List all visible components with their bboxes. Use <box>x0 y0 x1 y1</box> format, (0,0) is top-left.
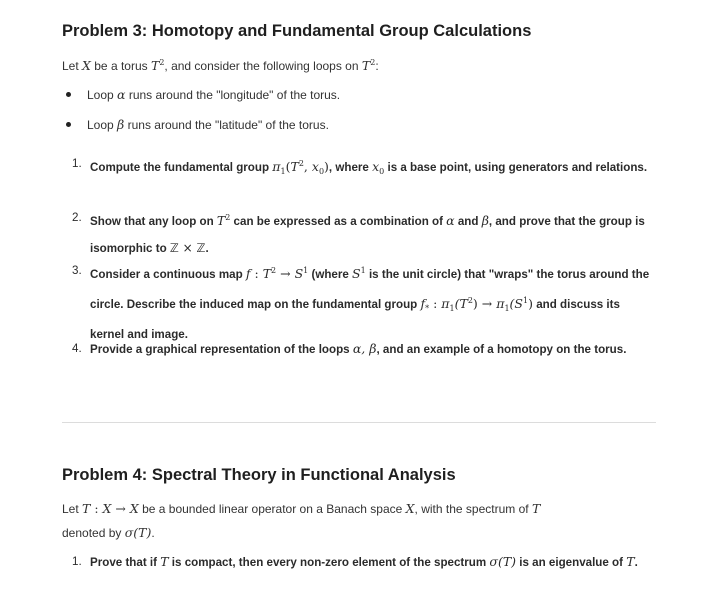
math-x: x <box>372 158 380 174</box>
intro-text: be a bounded linear operator on a Banach space <box>138 502 406 516</box>
math-alpha: α <box>446 212 455 228</box>
math-sub: 0 <box>379 167 385 177</box>
problem-3-intro <box>62 50 379 79</box>
math-arrow: → <box>477 295 497 311</box>
intro-text: denoted by <box>62 526 125 540</box>
math-f: f <box>245 265 251 281</box>
bullet-item <box>66 112 329 138</box>
math-t: T <box>290 158 299 174</box>
intro-text: : <box>375 59 379 73</box>
math-pi: π <box>496 295 505 311</box>
item-text-part: Provide a graphical representation of the loops <box>90 343 353 356</box>
item-text <box>90 151 657 185</box>
item-number: 2. <box>72 211 82 224</box>
item-text-part: , and prove that the group is isomorphic to <box>90 214 645 255</box>
bullet-text: runs around the "latitude" of the torus. <box>124 118 329 132</box>
item-text-part: Consider a continuous map <box>90 267 246 281</box>
item-text-part: is an eigenvalue of <box>516 556 627 569</box>
math-colon: : <box>90 501 103 516</box>
math-beta: β <box>117 117 125 132</box>
math-comma: , <box>303 158 312 174</box>
item-text-part: Prove that if <box>90 556 161 569</box>
math-t: T <box>160 554 169 569</box>
math-x: X <box>405 501 415 516</box>
math-paren: ) <box>528 295 533 311</box>
problem-4-intro-line-1 <box>62 496 540 522</box>
math-arrow: → <box>276 265 295 281</box>
section-divider <box>62 422 656 423</box>
math-alpha: α <box>117 87 126 102</box>
math-sup: 2 <box>225 213 231 222</box>
math-f: f <box>420 295 426 311</box>
problem-4-title: Problem 4: Spectral Theory in Functional Analysis <box>62 466 456 484</box>
item-text <box>90 549 657 576</box>
intro-text: Let <box>62 59 83 73</box>
math-sup: 1 <box>523 295 529 305</box>
math-s: (S <box>509 295 523 311</box>
item-number: 3. <box>72 264 82 277</box>
intro-text: Let <box>62 502 83 516</box>
item-text-part: , and an example of a homotopy on the torus. <box>376 343 627 356</box>
intro-text: . <box>151 526 155 540</box>
list-item <box>72 549 657 576</box>
math-sub: 1 <box>504 304 510 314</box>
item-text <box>90 336 657 363</box>
math-sub: 0 <box>318 167 325 177</box>
math-paren: ( <box>285 158 291 174</box>
bullet-text: Loop <box>87 118 118 132</box>
item-text-part: Compute the fundamental group <box>90 160 273 174</box>
item-text <box>90 258 657 348</box>
math-alpha-beta: α, β <box>352 341 377 356</box>
math-colon: : <box>429 295 442 311</box>
item-text-part: can be expressed as a combination of <box>230 214 447 228</box>
item-number: 4. <box>72 342 82 355</box>
intro-text: , with the spectrum of <box>414 502 532 516</box>
math-sub: 1 <box>280 167 286 177</box>
bullet-item <box>66 82 340 108</box>
math-t: T <box>361 58 371 73</box>
list-item <box>72 205 657 262</box>
math-t: T <box>150 58 160 73</box>
item-text-part: and <box>454 214 482 228</box>
item-text-part: and discuss its kernel and image. <box>90 297 620 342</box>
math-pi: π <box>441 295 450 311</box>
bullet-text: runs around the "longitude" of the torus. <box>125 88 341 102</box>
math-sup: 1 <box>303 266 309 275</box>
math-sigma: σ(T) <box>124 525 152 540</box>
item-number: 1. <box>72 555 82 568</box>
math-t: (T <box>454 295 468 311</box>
math-sup: 2 <box>298 159 304 168</box>
item-text-part: Show that any loop on <box>90 214 217 228</box>
math-x: X <box>82 58 91 73</box>
math-sup: 1 <box>360 266 366 275</box>
math-sigma: σ(T) <box>489 554 517 569</box>
item-text-part: . <box>634 556 638 569</box>
math-t: T <box>626 554 635 569</box>
bullet-text: Loop <box>87 88 118 102</box>
math-t: T <box>216 212 226 228</box>
math-sup: 2 <box>467 295 473 305</box>
item-text-part: , where <box>328 160 373 174</box>
math-sub: * <box>425 304 430 314</box>
problem-4-intro-line-2 <box>62 520 155 546</box>
math-sup: 2 <box>159 58 165 67</box>
math-s: S <box>352 265 361 281</box>
math-x: x <box>311 158 319 174</box>
math-arrow: → <box>111 501 130 516</box>
math-sub: 1 <box>449 304 455 314</box>
math-s: S <box>294 265 304 281</box>
item-text-part: . <box>205 241 209 255</box>
math-zxz: ℤ × ℤ <box>169 240 206 255</box>
item-text-part: is the unit circle) that "wraps" the torus around the circle. Describe the induced map on the fundamental group <box>90 267 650 311</box>
item-text-part: (where <box>308 267 353 281</box>
list-item <box>72 258 657 348</box>
math-sup: 2 <box>271 266 277 275</box>
intro-text: be a torus <box>90 59 151 73</box>
math-sup: 2 <box>370 58 376 67</box>
problem-3-title: Problem 3: Homotopy and Fundamental Group Calculations <box>62 22 532 40</box>
math-x: X <box>102 501 112 516</box>
item-text-part: is a base point, using generators and relations. <box>384 160 648 174</box>
item-text-part: is compact, then every non-zero element of the spectrum <box>168 556 490 569</box>
math-paren: ) <box>472 295 478 311</box>
math-t: T <box>531 501 541 516</box>
math-colon: : <box>250 265 263 281</box>
item-text <box>90 205 657 262</box>
bullet-dot <box>66 92 71 97</box>
math-t: T <box>262 265 272 281</box>
math-paren: ) <box>324 158 329 174</box>
bullet-dot <box>66 122 71 127</box>
math-t: T <box>82 501 91 516</box>
math-beta: β <box>481 212 489 228</box>
list-item <box>72 151 657 185</box>
intro-text: , and consider the following loops on <box>164 59 362 73</box>
math-x: X <box>129 501 139 516</box>
item-number: 1. <box>72 157 82 170</box>
math-pi: π <box>272 158 281 174</box>
list-item <box>72 336 657 363</box>
